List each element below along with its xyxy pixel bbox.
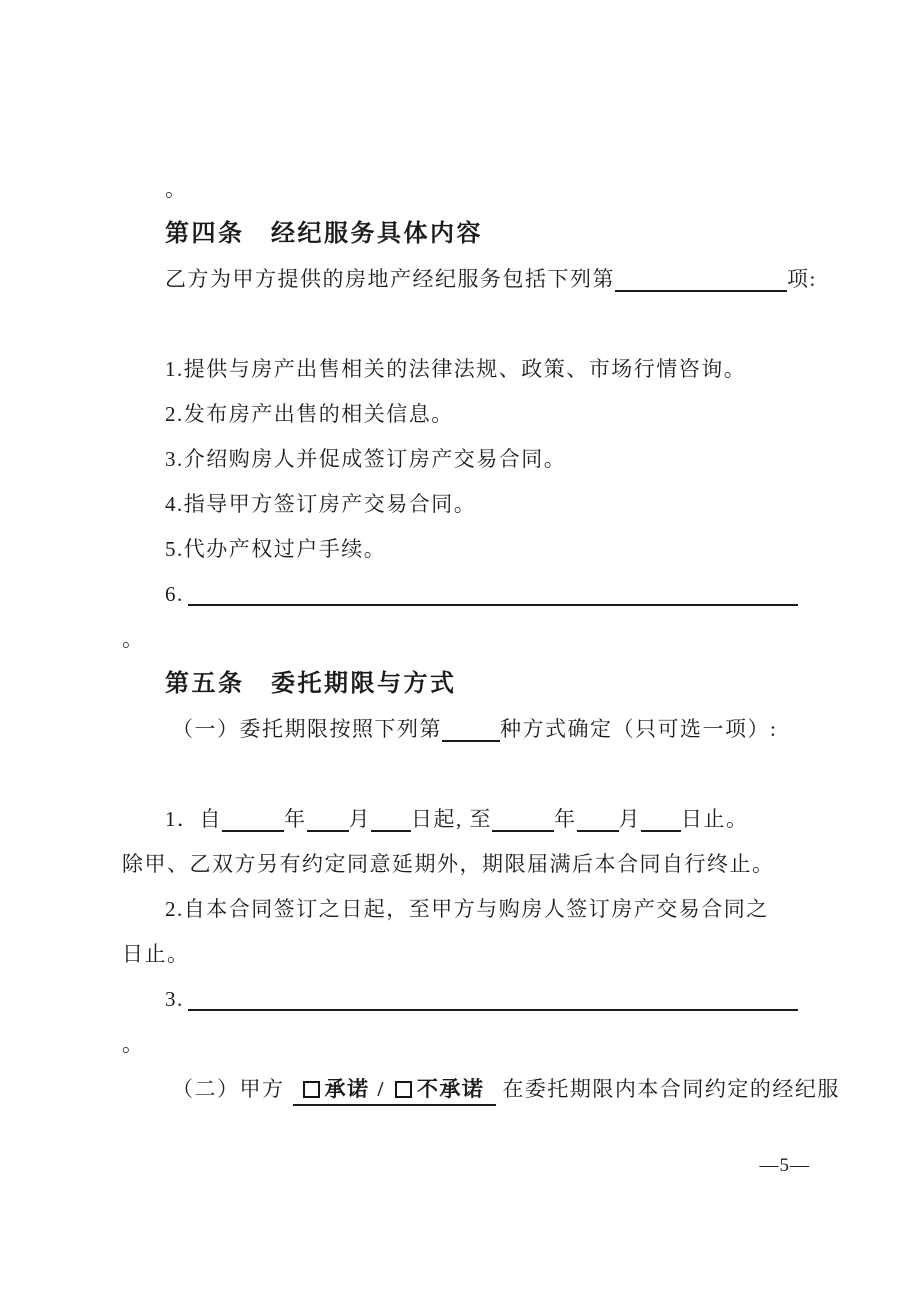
promise-label: 承诺 xyxy=(324,1077,370,1101)
article5-heading: 第五条 委托期限与方式 xyxy=(165,671,457,697)
option3-blank-field[interactable] xyxy=(188,1009,798,1011)
service-item-6-blank-field[interactable] xyxy=(188,604,798,606)
service-item-3: 3.介绍购房人并促成签订房产交易合同。 xyxy=(165,447,567,471)
service-item-6 xyxy=(122,572,810,617)
option1-seg6: 月 xyxy=(618,807,641,831)
option1-seg3: 月 xyxy=(348,807,371,831)
service-item-1: 1.提供与房产出售相关的法律法规、政策、市场行情咨询。 xyxy=(165,357,747,381)
option1-line xyxy=(122,797,810,842)
stray-period: 。 xyxy=(122,627,145,651)
service-item-4: 4.指导甲方签订房产交易合同。 xyxy=(165,492,477,516)
clause2-line xyxy=(122,1067,840,1112)
end-day-blank-field[interactable] xyxy=(641,830,681,832)
promise-choice-group xyxy=(293,1074,497,1106)
article4-intro-suffix: 项: xyxy=(787,267,817,291)
option1-seg4: 日起, 至 xyxy=(411,807,492,831)
clause2-suffix: 在委托期限内本合同约定的经纪服 xyxy=(502,1077,840,1101)
option2-line-1: 2.自本合同签订之日起，至甲方与购房人签订房产交易合同之 xyxy=(165,897,769,921)
service-number-blank-field[interactable] xyxy=(615,290,787,292)
option1-seg1: 1．自 xyxy=(165,807,222,831)
clause1-prefix: （一）委托期限按照下列第 xyxy=(172,717,442,741)
blank-line xyxy=(122,752,810,797)
clause1-line xyxy=(122,707,810,752)
option1-seg5: 年 xyxy=(554,807,577,831)
page-number: —5— xyxy=(759,1155,810,1176)
option3-number: 3. xyxy=(165,987,184,1011)
end-year-blank-field[interactable] xyxy=(492,830,554,832)
article4-intro-line xyxy=(122,257,817,302)
service-item-6-number: 6. xyxy=(165,582,184,606)
option2-line-2: 日止。 xyxy=(122,942,190,966)
checkbox-icon[interactable] xyxy=(395,1081,412,1098)
start-year-blank-field[interactable] xyxy=(222,830,284,832)
choice-slash: / xyxy=(377,1077,385,1101)
method-number-blank-field[interactable] xyxy=(442,740,500,742)
blank-line xyxy=(122,302,810,347)
clause1-suffix: 种方式确定（只可选一项）: xyxy=(500,717,778,741)
article4-intro-prefix: 乙方为甲方提供的房地产经纪服务包括下列第 xyxy=(165,267,615,291)
start-day-blank-field[interactable] xyxy=(371,830,411,832)
start-month-blank-field[interactable] xyxy=(307,830,349,832)
article4-heading: 第四条 经纪服务具体内容 xyxy=(165,221,483,247)
end-month-blank-field[interactable] xyxy=(577,830,619,832)
service-item-5: 5.代办产权过户手续。 xyxy=(165,537,387,561)
option3-line xyxy=(122,977,810,1022)
no-promise-label: 不承诺 xyxy=(416,1077,485,1101)
checkbox-icon[interactable] xyxy=(303,1081,320,1098)
option1-seg2: 年 xyxy=(284,807,307,831)
clause2-prefix: （二）甲方 xyxy=(172,1077,285,1101)
stray-period: 。 xyxy=(122,1032,145,1056)
option1-continuation-line: 除甲、乙双方另有约定同意延期外，期限届满后本合同自行终止。 xyxy=(122,852,775,876)
stray-period: 。 xyxy=(165,177,188,201)
option1-seg7: 日止。 xyxy=(681,807,749,831)
service-item-2: 2.发布房产出售的相关信息。 xyxy=(165,402,454,426)
